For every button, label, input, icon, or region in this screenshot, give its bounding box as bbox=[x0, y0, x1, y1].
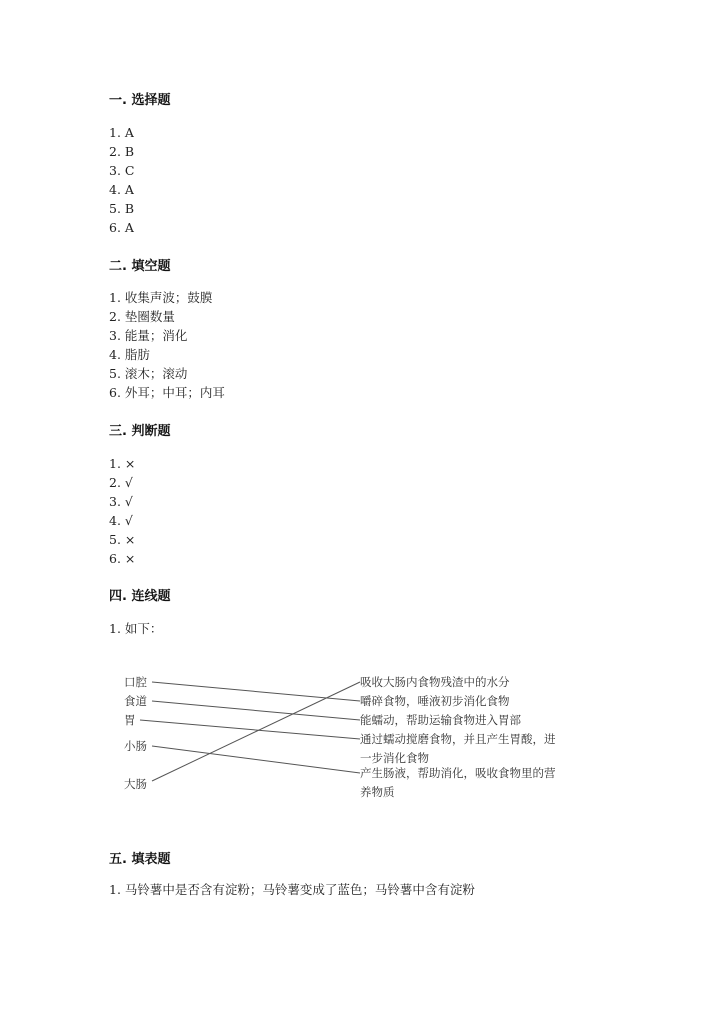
fill-answer-2: 2. 垫圈数量 bbox=[109, 309, 175, 324]
matching-connector-line-2 bbox=[152, 701, 360, 720]
choice-answer-5: 5. B bbox=[109, 201, 135, 216]
matching-right-description-5-line-2: 养物质 bbox=[360, 785, 395, 799]
judgement-answer-4: 4. √ bbox=[109, 513, 133, 528]
choice-answer-4: 4. A bbox=[109, 182, 134, 197]
fill-answer-4: 4. 脂肪 bbox=[109, 347, 150, 362]
choice-answer-1: 1. A bbox=[109, 125, 134, 140]
matching-right-description-4: 通过蠕动搅磨食物，并且产生胃酸，进 bbox=[360, 732, 556, 746]
matching-right-description-5: 产生肠液，帮助消化，吸收食物里的营 bbox=[360, 766, 556, 780]
fill-answer-6: 6. 外耳；中耳；内耳 bbox=[109, 385, 225, 400]
matching-left-term-1: 口腔 bbox=[124, 675, 147, 689]
matching-connector-line-1 bbox=[152, 682, 360, 701]
matching-connector-line-3 bbox=[140, 720, 360, 739]
matching-connector-line-5 bbox=[152, 682, 360, 781]
matching-left-term-5: 大肠 bbox=[124, 777, 147, 791]
matching-answer-1: 1. 如下： bbox=[109, 621, 163, 636]
table-answer-1: 1. 马铃薯中是否含有淀粉；马铃薯变成了蓝色；马铃薯中含有淀粉 bbox=[109, 882, 475, 897]
fill-answer-1: 1. 收集声波；鼓膜 bbox=[109, 290, 213, 305]
matching-connector-line-4 bbox=[152, 746, 360, 773]
judgement-answer-5: 5. × bbox=[109, 532, 136, 547]
judgement-answer-2: 2. √ bbox=[109, 475, 133, 490]
matching-right-description-3: 能蠕动，帮助运输食物进入胃部 bbox=[360, 713, 521, 727]
judgement-answer-3: 3. √ bbox=[109, 494, 133, 509]
matching-left-term-4: 小肠 bbox=[124, 739, 147, 753]
judgement-answer-1: 1. × bbox=[109, 456, 136, 471]
fill-answer-5: 5. 滚木；滚动 bbox=[109, 366, 188, 381]
fill-answer-3: 3. 能量；消化 bbox=[109, 328, 188, 343]
matching-left-term-2: 食道 bbox=[124, 694, 147, 708]
matching-right-description-4-line-2: 一步消化食物 bbox=[360, 751, 429, 765]
section-heading-matching: 四. 连线题 bbox=[109, 589, 171, 604]
judgement-answer-6: 6. × bbox=[109, 551, 136, 566]
section-heading-choice: 一. 选择题 bbox=[109, 93, 171, 108]
matching-right-description-1: 吸收大肠内食物残渣中的水分 bbox=[360, 675, 510, 689]
choice-answer-3: 3. C bbox=[109, 163, 135, 178]
section-heading-fill-blank: 二. 填空题 bbox=[109, 259, 171, 274]
choice-answer-6: 6. A bbox=[109, 220, 134, 235]
section-heading-judgement: 三. 判断题 bbox=[109, 424, 171, 439]
matching-right-description-2: 嚼碎食物，唾液初步消化食物 bbox=[360, 694, 510, 708]
matching-left-term-3: 胃 bbox=[124, 713, 136, 727]
section-heading-table: 五. 填表题 bbox=[109, 852, 171, 867]
choice-answer-2: 2. B bbox=[109, 144, 135, 159]
